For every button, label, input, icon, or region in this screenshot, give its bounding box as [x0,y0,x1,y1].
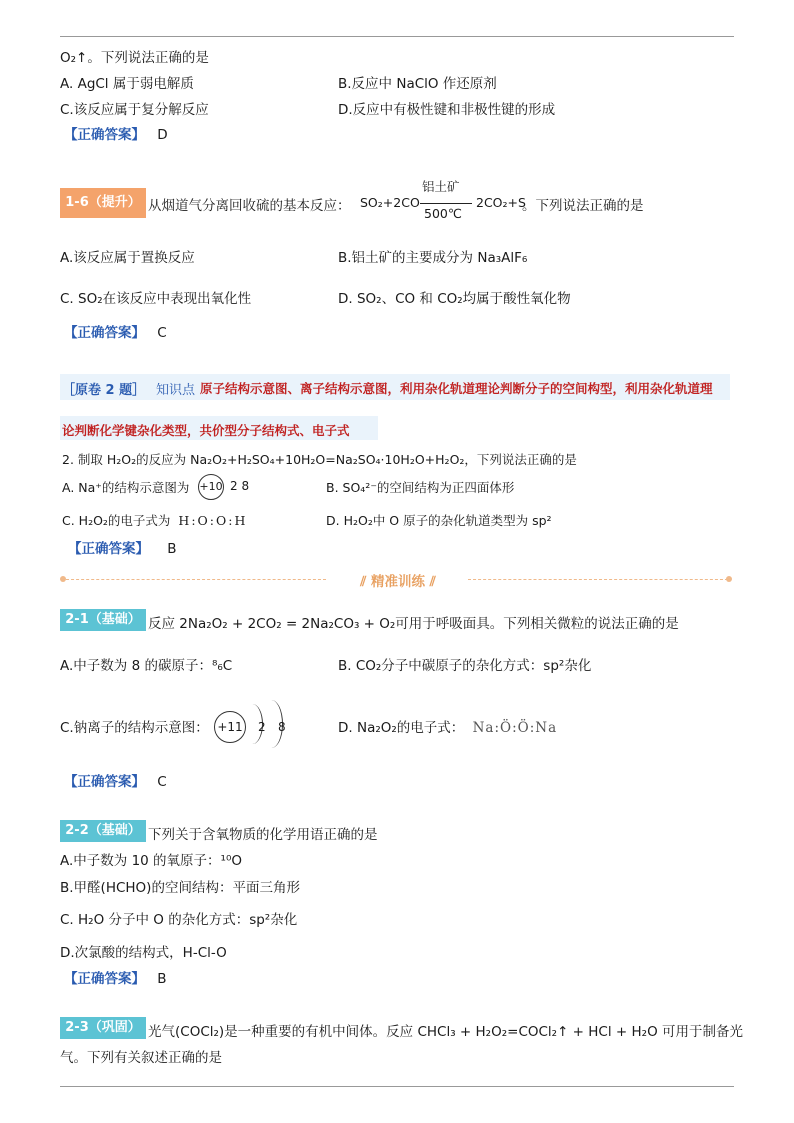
answer-label: 【正确答案】 [64,971,145,987]
q16-eq-arrow [420,203,472,204]
q22-option-c: C. H₂O 分子中 O 的杂化方式：sp²杂化 [60,912,298,928]
q22-stem: 下列关于含氧物质的化学用语正确的是 [148,827,378,843]
orig2-option-c-text: C. H₂O₂的电子式为 [62,513,171,528]
q21-option-a: A.中子数为 8 的碳原子：⁸₆C [60,658,233,674]
q22-option-d: D.次氯酸的结构式，H-Cl-O [60,945,227,961]
nucleus-charge: +10 [199,480,223,493]
q16-option-b: B.铝土矿的主要成分为 Na₃AlF₆ [338,250,528,266]
q16-option-d: D. SO₂、CO 和 CO₂均属于酸性氧化物 [338,291,571,307]
knowledge-point-text-1: 原子结构示意图、离子结构示意图，利用杂化轨道理论判断分子的空间构型，利用杂化轨道理 [200,381,713,396]
prev-answer [64,123,168,143]
header-rule [60,36,734,37]
answer-value: D [157,127,168,143]
q21-option-b: B. CO₂分子中碳原子的杂化方式：sp²杂化 [338,658,592,674]
nucleus-circle [198,474,224,500]
na2o2-electron-formula: Na:Ö:Ö:Na [472,720,558,736]
prev-option-d: D.反应中有极性键和非极性键的形成 [338,102,556,118]
answer-value: C [157,774,167,790]
q21-answer [64,770,167,790]
q22-answer [64,967,167,987]
shell-electrons-1: 2 [258,720,266,734]
na-ion-diagram [198,474,258,500]
orig2-option-c [62,511,247,529]
orig2-option-d: D. H₂O₂中 O 原子的杂化轨道类型为 sp² [326,513,552,528]
q16-eq-under: 500℃ [424,206,462,221]
q23-stem-line2: 气。下列有关叙述正确的是 [60,1050,222,1066]
question-tag-2-3: 2-3（巩固） [60,1017,146,1039]
knowledge-point-text-2: 论判断化学键杂化类型，共价型分子结构式、电子式 [62,423,350,438]
q16-eq-right: 2CO₂+S [476,195,526,210]
answer-value: B [167,541,177,557]
na-ion-diagram-2 [214,700,294,748]
q21-option-c: C.钠离子的结构示意图： [60,720,209,736]
q22-option-b: B.甲醛(HCHO)的空间结构：平面三角形 [60,880,300,896]
q16-option-c: C. SO₂在该反应中表现出氧化性 [60,291,252,307]
slash-icon-left: ⫽ [360,574,371,590]
footer-rule [60,1086,734,1087]
answer-value: B [157,971,167,987]
answer-label: 【正确答案】 [64,774,145,790]
slash-icon-right: ⫽ [425,574,436,590]
q16-eq-over: 铝土矿 [422,179,460,194]
prev-option-a: A. AgCl 属于弱电解质 [60,76,194,92]
divider-line-left [66,579,326,580]
q16-eq-left: SO₂+2CO [360,195,420,210]
answer-label: 【正确答案】 [68,541,149,557]
orig2-option-a-text: A. Na⁺的结构示意图为 [62,480,190,495]
question-tag-2-1: 2-1（基础） [60,609,146,631]
q16-answer [64,321,167,341]
q22-option-a: A.中子数为 10 的氧原子：¹⁰O [60,853,242,869]
h2o2-electron-formula: H:O:O:H [178,513,248,528]
q21-option-d-text: D. Na₂O₂的电子式： [338,720,465,736]
shell-electrons-2: 8 [278,720,286,734]
divider-dot-right [726,576,732,582]
divider-line-right [468,579,728,580]
orig2-option-b: B. SO₄²⁻的空间结构为正四面体形 [326,480,515,495]
prev-question-line: O₂↑。下列说法正确的是 [60,50,209,66]
electron-shells: 2 8 [230,479,250,493]
nucleus-charge: +11 [217,720,243,734]
answer-label: 【正确答案】 [64,325,145,341]
q16-stem: 从烟道气分离回收硫的基本反应： [148,198,351,214]
prev-option-b: B.反应中 NaClO 作还原剂 [338,76,497,92]
prev-option-c: C.该反应属于复分解反应 [60,102,209,118]
q21-stem: 反应 2Na₂O₂ + 2CO₂ = 2Na₂CO₃ + O₂可用于呼吸面具。下列相关微粒的说法正确的是 [148,616,679,632]
orig2-answer [68,537,177,557]
section-title [330,570,466,590]
section-divider [60,570,734,588]
knowledge-point-label: 知识点 [156,383,196,398]
q16-stem-end: 。下列说法正确的是 [522,198,644,214]
orig2-option-a [62,478,189,496]
q21-option-d [338,716,557,736]
section-title-text: 精准训练 [371,574,425,590]
answer-label: 【正确答案】 [64,127,145,143]
q16-option-a: A.该反应属于置换反应 [60,250,195,266]
orig2-stem: 2. 制取 H₂O₂的反应为 Na₂O₂+H₂SO₄+10H₂O=Na₂SO₄·10H₂O+H₂O₂，下列说法正确的是 [62,452,577,467]
original-question-tag: ［原卷 2 题］ [62,383,146,398]
question-tag-2-2: 2-2（基础） [60,820,146,842]
answer-value: C [157,325,167,341]
q23-stem-line1: 光气(COCl₂)是一种重要的有机中间体。反应 CHCl₃ + H₂O₂=COCl₂↑ + HCl + H₂O 可用于制备光 [148,1024,743,1040]
question-tag-1-6: 1-6（提升） [60,188,146,218]
divider-dot-left [60,576,66,582]
